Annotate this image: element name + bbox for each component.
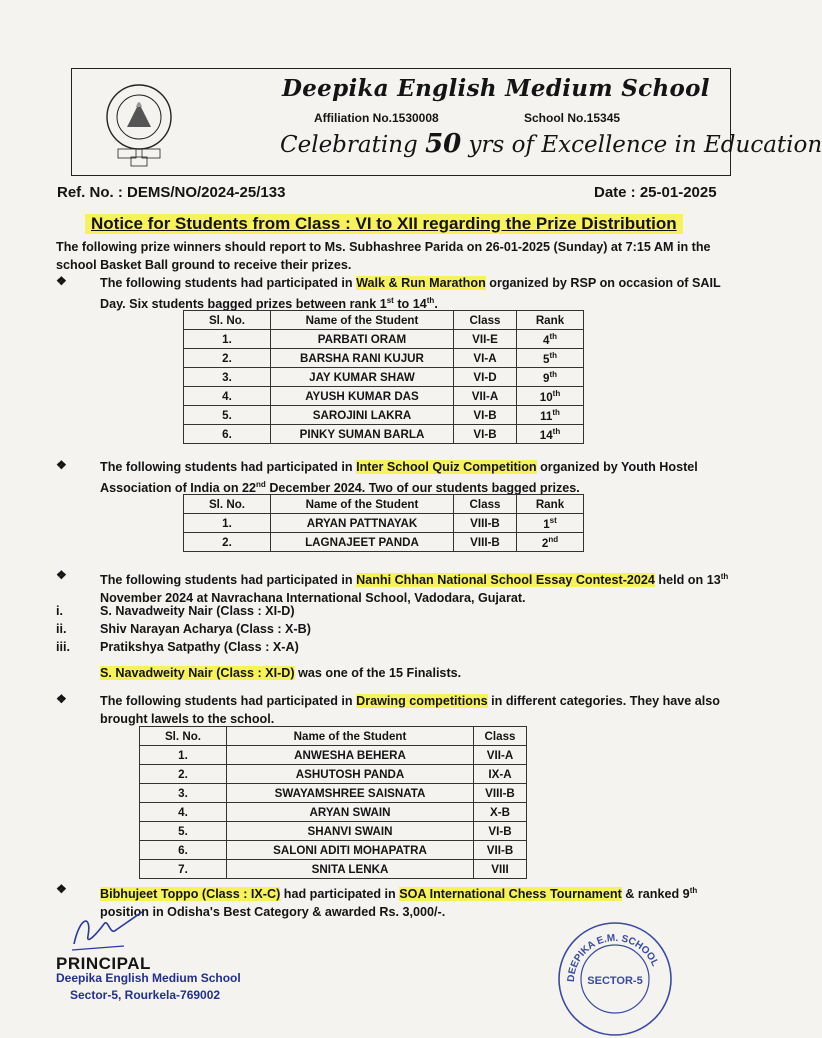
intro-paragraph: The following prize winners should report to Ms. Subhashree Parida on 26-01-2025 (Sunday) at 7:15 AM in the school Basket Ball ground to receive their prizes. xyxy=(56,240,711,272)
drawing-table xyxy=(139,726,527,879)
event-highlight: Drawing competitions xyxy=(356,694,488,708)
table-row xyxy=(184,349,584,368)
cell-class: VIII-B xyxy=(454,533,517,552)
rank-number: 9 xyxy=(542,371,550,385)
cell-name: PINKY SUMAN BARLA xyxy=(271,425,454,444)
text-part: The following students had participated in xyxy=(100,276,357,290)
anniversary-tagline xyxy=(280,129,822,159)
principal-label: PRINCIPAL xyxy=(56,954,151,973)
cell-class: VII-B xyxy=(474,841,527,860)
superscript: nd xyxy=(256,480,266,489)
section-marathon-text xyxy=(100,274,736,313)
tagline-years: 50 xyxy=(425,129,462,159)
finalist-highlight: S. Navadweity Nair (Class : XI-D) xyxy=(100,666,295,680)
event-highlight: Walk & Run Marathon xyxy=(356,276,486,290)
table-row xyxy=(184,425,584,444)
school-name: Deepika English Medium School xyxy=(282,75,710,102)
section-quiz-text xyxy=(100,458,736,497)
superscript: th xyxy=(549,369,557,379)
finalist-line xyxy=(100,666,461,680)
table-header-row xyxy=(140,727,527,746)
text-part: December 2024. Two of our students bagged prizes. xyxy=(265,481,580,496)
cell-sl: 6. xyxy=(140,841,227,860)
seal-arc-path: DEEPIKA E.M. SCHOOL xyxy=(565,932,661,983)
rank-number: 2 xyxy=(541,536,549,550)
superscript: th xyxy=(549,350,557,360)
cell-name: AYUSH KUMAR DAS xyxy=(271,387,454,406)
text-part: held on 13 xyxy=(654,573,721,588)
letterhead xyxy=(71,68,822,176)
cell-sl: 6. xyxy=(184,425,271,444)
cell-class: VIII-B xyxy=(474,784,527,803)
table-header-row xyxy=(184,495,584,514)
cell-name: ANWESHA BEHERA xyxy=(227,746,474,765)
column-header: Sl. No. xyxy=(140,727,227,746)
column-header: Class xyxy=(454,311,517,330)
table-row xyxy=(140,765,527,784)
text-part: & ranked 9 xyxy=(621,887,690,902)
table-row xyxy=(140,841,527,860)
cell-sl: 2. xyxy=(184,349,271,368)
cell-class: VI-B xyxy=(454,425,517,444)
cell-class: VII-A xyxy=(454,387,517,406)
rank-number: 5 xyxy=(542,352,550,366)
text-part: November 2024 at Navrachana International School, Vadodara, Gujarat. xyxy=(100,591,526,606)
reference-number: Ref. No. : DEMS/NO/2024-25/133 xyxy=(57,184,286,201)
text-part: organized by RSP on occasion of SAIL Day. Six students bagged prizes between rank 1 xyxy=(100,276,721,312)
superscript: th xyxy=(552,388,561,398)
student-highlight: Bibhujeet Toppo (Class : IX-C) xyxy=(100,887,281,902)
tagline-part: yrs of Excellence in Education xyxy=(461,132,822,158)
superscript: th xyxy=(426,296,435,305)
bullet-icon: ❖ xyxy=(56,568,67,582)
cell-rank xyxy=(517,330,584,349)
section-essay-text xyxy=(100,568,736,607)
table-row xyxy=(140,746,527,765)
cell-class: VII-A xyxy=(474,746,527,765)
text-part: to 14 xyxy=(393,297,427,312)
list-item: S. Navadweity Nair (Class : XI-D) xyxy=(100,604,295,618)
marathon-table xyxy=(183,310,584,444)
cell-name: ARYAN SWAIN xyxy=(227,803,474,822)
table-row xyxy=(184,514,584,533)
affiliation-number: Affiliation No.1530008 xyxy=(314,111,439,125)
text-part: The following students had participated in xyxy=(100,694,357,708)
cell-sl: 4. xyxy=(184,387,271,406)
school-seal xyxy=(556,920,674,1038)
school-number: School No.15345 xyxy=(524,111,621,125)
tagline-part: Celebrating xyxy=(280,132,426,158)
school-logo xyxy=(100,83,178,169)
column-header: Rank xyxy=(517,311,584,330)
cell-name: LAGNAJEET PANDA xyxy=(271,533,454,552)
event-highlight: SOA International Chess Tournament xyxy=(399,887,622,902)
stamp-school-name: Deepika English Medium School xyxy=(56,971,241,985)
section-drawing-text xyxy=(100,692,736,728)
rank-number: 11 xyxy=(540,409,553,423)
cell-class: VII-E xyxy=(454,330,517,349)
column-header: Rank xyxy=(517,495,584,514)
list-number: i. xyxy=(56,604,63,618)
cell-name: ASHUTOSH PANDA xyxy=(227,765,474,784)
table-row xyxy=(184,387,584,406)
cell-sl: 3. xyxy=(140,784,227,803)
cell-name: SHANVI SWAIN xyxy=(227,822,474,841)
cell-rank xyxy=(517,425,584,444)
superscript: st xyxy=(549,515,557,525)
cell-name: SWAYAMSHREE SAISNATA xyxy=(227,784,474,803)
column-header: Sl. No. xyxy=(184,311,271,330)
event-highlight: Inter School Quiz Competition xyxy=(356,460,537,474)
cell-rank xyxy=(517,387,584,406)
cell-class: VI-A xyxy=(454,349,517,368)
cell-rank xyxy=(517,533,584,552)
cell-sl: 5. xyxy=(140,822,227,841)
text-part: organized by Youth Hostel Association of India on 22 xyxy=(100,460,698,496)
bullet-icon: ❖ xyxy=(56,274,67,288)
cell-class: VIII-B xyxy=(454,514,517,533)
table-row xyxy=(184,533,584,552)
cell-sl: 5. xyxy=(184,406,271,425)
cell-sl: 4. xyxy=(140,803,227,822)
cell-rank xyxy=(517,406,584,425)
rank-number: 1 xyxy=(543,517,550,531)
cell-sl: 1. xyxy=(140,746,227,765)
cell-rank xyxy=(517,368,584,387)
text-part: . xyxy=(434,297,438,312)
quiz-table xyxy=(183,494,584,552)
cell-sl: 2. xyxy=(140,765,227,784)
table-row xyxy=(140,822,527,841)
cell-sl: 1. xyxy=(184,514,271,533)
cell-class: VI-B xyxy=(474,822,527,841)
text-part: position in Odisha's Best Category & awarded Rs. 3,000/-. xyxy=(100,905,446,920)
text-part: was one of the 15 Finalists. xyxy=(294,666,462,680)
cell-sl: 2. xyxy=(184,533,271,552)
rank-number: 4 xyxy=(542,333,550,347)
notice-date: Date : 25-01-2025 xyxy=(594,184,717,201)
superscript: th xyxy=(552,426,561,436)
column-header: Name of the Student xyxy=(227,727,474,746)
list-item: Pratikshya Satpathy (Class : X-A) xyxy=(100,640,299,654)
table-row xyxy=(140,784,527,803)
text-part: The following students had participated in xyxy=(100,460,357,474)
table-header-row xyxy=(184,311,584,330)
bullet-icon: ❖ xyxy=(56,692,67,706)
superscript: nd xyxy=(548,534,559,544)
rank-number: 14 xyxy=(539,428,553,442)
principal-signature xyxy=(64,906,154,956)
rank-number: 10 xyxy=(539,390,553,404)
cell-class: X-B xyxy=(474,803,527,822)
stamp-address: Sector-5, Rourkela-769002 xyxy=(70,988,221,1002)
cell-sl: 7. xyxy=(140,860,227,879)
table-row xyxy=(140,803,527,822)
column-header: Sl. No. xyxy=(184,495,271,514)
column-header: Name of the Student xyxy=(271,495,454,514)
column-header: Class xyxy=(474,727,527,746)
text-part: had participated in xyxy=(280,887,400,902)
cell-rank xyxy=(517,514,584,533)
cell-class: VI-D xyxy=(454,368,517,387)
cell-name: JAY KUMAR SHAW xyxy=(271,368,454,387)
superscript: th xyxy=(720,572,729,581)
table-row xyxy=(140,860,527,879)
superscript: th xyxy=(549,331,557,341)
table-row xyxy=(184,406,584,425)
text-part: The following students had participated in xyxy=(100,573,357,588)
table-row xyxy=(184,368,584,387)
notice-title: Notice for Students from Class : VI to XII regarding the Prize Distribution xyxy=(85,214,683,234)
list-number: iii. xyxy=(56,640,70,654)
cell-name: SNITA LENKA xyxy=(227,860,474,879)
list-number: ii. xyxy=(56,622,67,636)
table-row xyxy=(184,330,584,349)
cell-sl: 1. xyxy=(184,330,271,349)
superscript: th xyxy=(689,886,698,895)
cell-rank xyxy=(517,349,584,368)
cell-name: SAROJINI LAKRA xyxy=(271,406,454,425)
cell-sl: 3. xyxy=(184,368,271,387)
seal-center-text: SECTOR-5 xyxy=(587,975,643,987)
column-header: Name of the Student xyxy=(271,311,454,330)
cell-name: SALONI ADITI MOHAPATRA xyxy=(227,841,474,860)
text-part: in different categories. They have also brought lawels to the school. xyxy=(100,694,720,726)
cell-class: IX-A xyxy=(474,765,527,784)
cell-name: BARSHA RANI KUJUR xyxy=(271,349,454,368)
bullet-icon: ❖ xyxy=(56,882,67,896)
bullet-icon: ❖ xyxy=(56,458,67,472)
section-chess-text xyxy=(100,882,736,921)
column-header: Class xyxy=(454,495,517,514)
superscript: th xyxy=(552,407,560,417)
list-item: Shiv Narayan Acharya (Class : X-B) xyxy=(100,622,311,636)
cell-name: ARYAN PATTNAYAK xyxy=(271,514,454,533)
superscript: st xyxy=(386,296,394,305)
event-highlight: Nanhi Chhan National School Essay Contest-2024 xyxy=(356,573,655,588)
cell-class: VIII xyxy=(474,860,527,879)
cell-class: VI-B xyxy=(454,406,517,425)
cell-name: PARBATI ORAM xyxy=(271,330,454,349)
